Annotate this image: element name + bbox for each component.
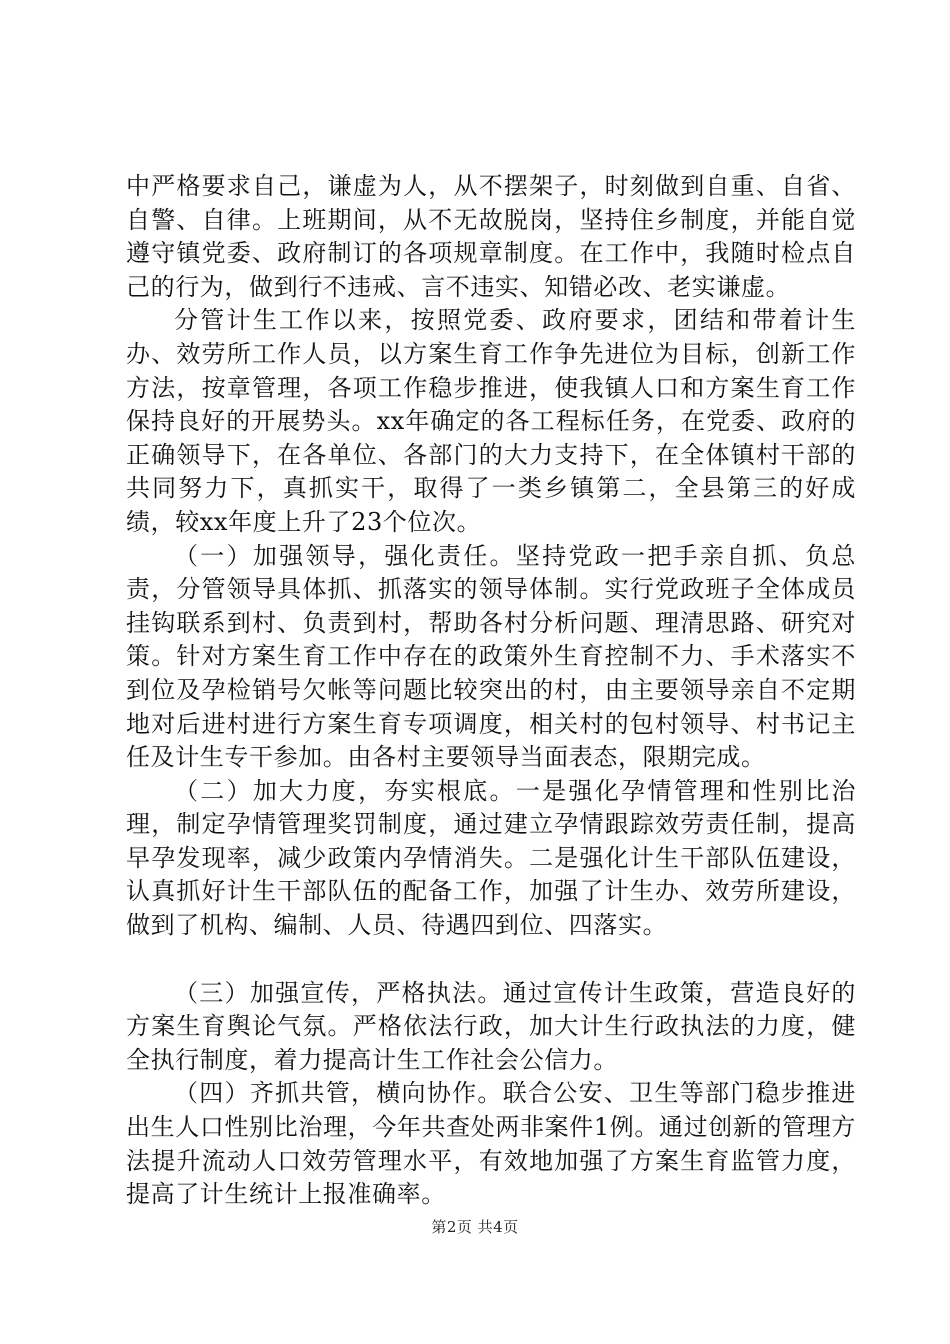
document-body [126,170,856,1212]
paragraph-family-planning-summary: 分管计生工作以来，按照党委、政府要求，团结和带着计生办、效劳所工作人员，以方案生育工作争先进位为目标，创新工作方法，按章管理，各项工作稳步推进，使我镇人口和方案生育工作保持良好的开展势头。xx年确定的各工程标任务，在党委、政府的正确领导下，在各单位、各部门的大力支持下，在全体镇村干部的共同努力下，真抓实干，取得了一类乡镇第二，全县第三的好成绩，较xx年度上升了23个位次。 [126,306,856,536]
paragraph-leadership: （一）加强领导，强化责任。坚持党政一把手亲自抓、负总责，分管领导具体抓、抓落实的领导体制。实行党政班子全体成员挂钩联系到村、负责到村，帮助各村分析问题、理清思路、研究对策。针对方案生育工作中存在的政策外生育控制不力、手术落实不到位及孕检销号欠帐等问题比较突出的村，由主要领导亲自不定期地对后进村进行方案生育专项调度，相关村的包村领导、村书记主任及计生专干参加。由各村主要领导当面表态，限期完成。 [126,541,856,772]
paragraph-intensify-effort: （二）加大力度，夯实根底。一是强化孕情管理和性别比治理，制定孕情管理奖罚制度，通过建立孕情跟踪效劳责任制，提高早孕发现率，减少政策内孕情消失。二是强化计生干部队伍建设，认真抓好计生干部队伍的配备工作，加强了计生办、效劳所建设，做到了机构、编制、人员、待遇四到位、四落实。 [126,776,856,940]
paragraph-publicity-enforcement: （三）加强宣传，严格执法。通过宣传计生政策，营造良好的方案生育舆论气氛。严格依法行政，加大计生行政执法的力度，健全执行制度，着力提高计生工作社会公信力。 [126,978,856,1074]
paragraph-continuation: 中严格要求自己，谦虚为人，从不摆架子，时刻做到自重、自省、自警、自律。上班期间，从不无故脱岗，坚持住乡制度，并能自觉遵守镇党委、政府制订的各项规章制度。在工作中，我随时检点自己的行为，做到行不违戒、言不违实、知错必改、老实谦虚。 [126,172,856,301]
paragraph-cooperation: （四）齐抓共管，横向协作。联合公安、卫生等部门稳步推进出生人口性别比治理，今年共查处两非案件1例。通过创新的管理方法提升流动人口效劳管理水平，有效地加强了方案生育监管力度，提高了计生统计上报准确率。 [126,1079,856,1209]
page-number-footer: 第2页 共4页 [431,1218,519,1236]
